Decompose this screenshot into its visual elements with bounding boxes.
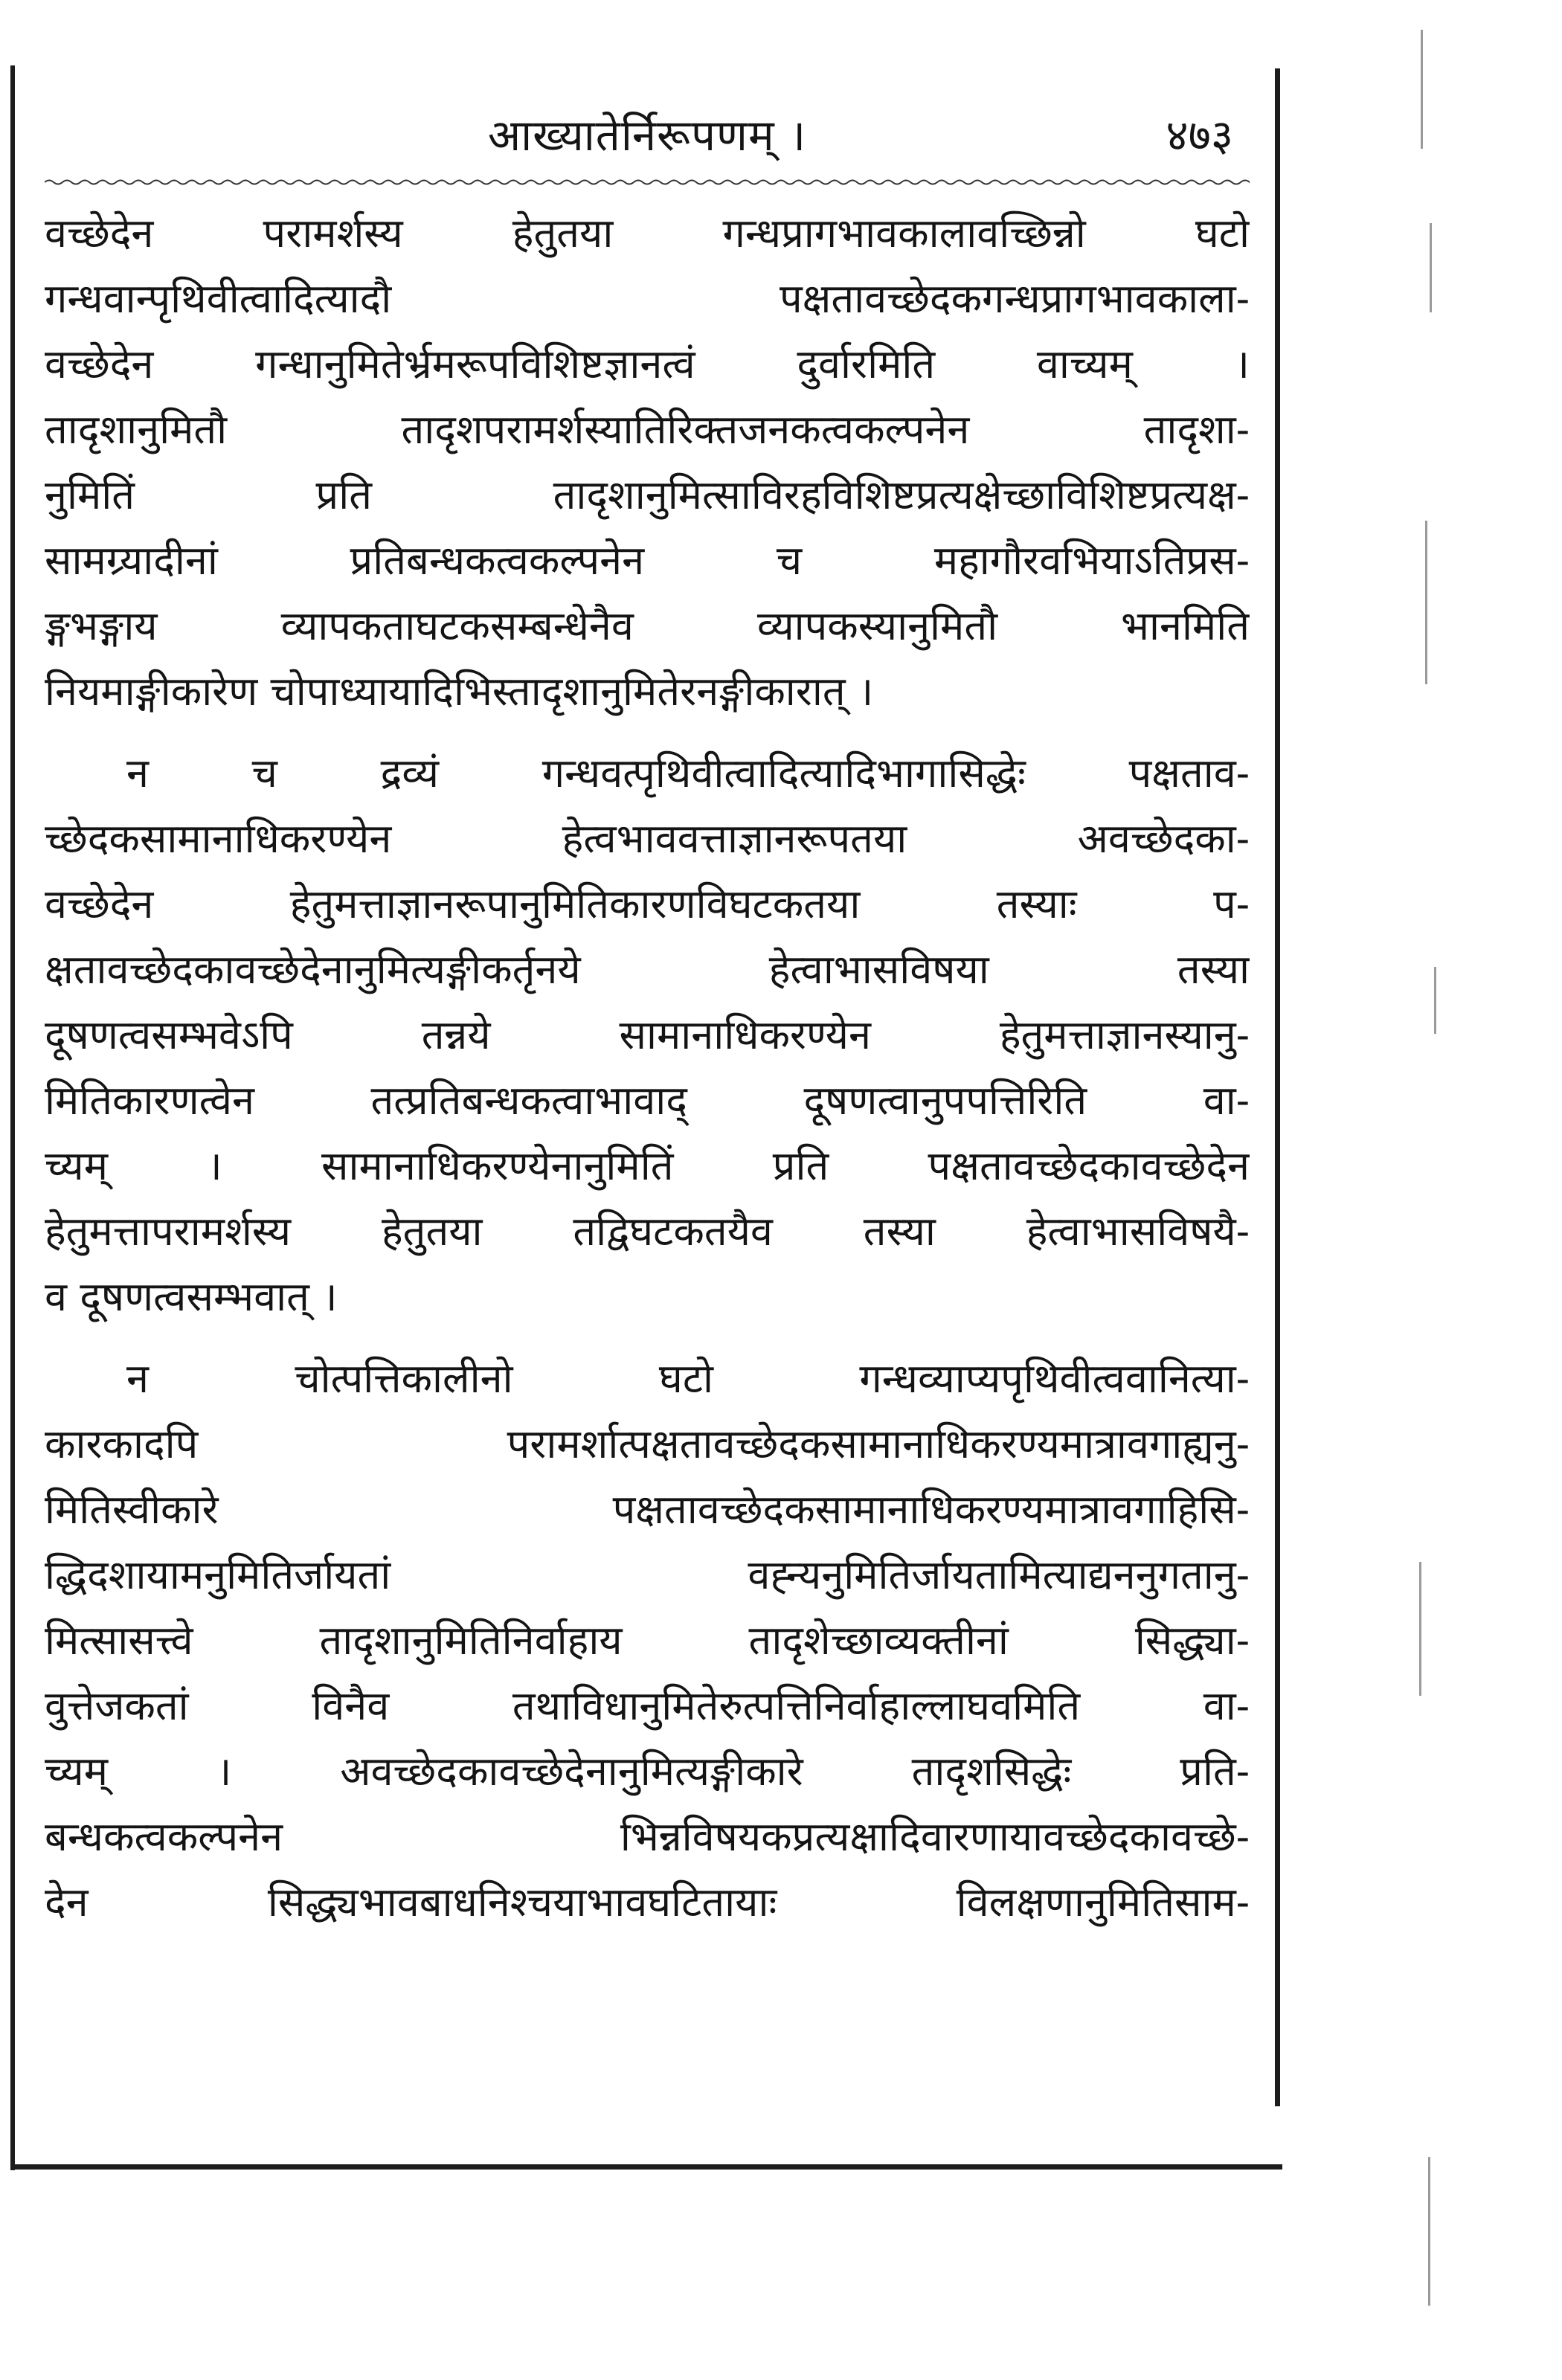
text-line: ङ्गभङ्गाय व्यापकताघटकसम्बन्धेनैव व्यापकस्यानुमितौ भानमिति (45, 602, 1250, 649)
text-line: न चोत्पत्तिकालीनो घटो गन्धव्याप्यपृथिवीत्ववानित्या- (126, 1355, 1250, 1402)
paragraph-2 (45, 741, 1250, 1330)
text-line: तादृशानुमितौ तादृशपरामर्शस्यातिरिक्तजनकत्वकल्पनेन तादृशा- (45, 406, 1250, 453)
text-line: नियमाङ्गीकारेण चोपाध्यायादिभिस्तादृशानुमितेरनङ्गीकारात् । (45, 668, 874, 715)
body-text (45, 201, 1250, 1935)
text-line: सामग्र्यादीनां प्रतिबन्धकत्वकल्पनेन च महागौरवभियाऽतिप्रस- (45, 537, 1250, 584)
left-border-rule (10, 65, 15, 2170)
text-line: नुमितिं प्रति तादृशानुमित्साविरहविशिष्टप्रत्यक्षेच्छाविशिष्टप्रत्यक्ष- (45, 472, 1250, 518)
text-line: दूषणत्वसम्भवेऽपि तन्नये सामानाधिकरण्येन हेतुमत्ताज्ञानस्यानु- (45, 1012, 1250, 1058)
page-number: ४७३ (1166, 110, 1233, 161)
text-line: बन्धकत्वकल्पनेन भिन्नविषयकप्रत्यक्षादिवारणायावच्छेदकावच्छे- (45, 1813, 1250, 1860)
text-line: मितिस्वीकारे पक्षतावच्छेदकसामानाधिकरण्यमात्रावगाहिसि- (45, 1486, 1250, 1533)
text-line: च्छेदकसामानाधिकरण्येन हेत्वभाववत्ताज्ञानरूपतया अवच्छेदका- (45, 815, 1250, 862)
text-line: न च द्रव्यं गन्धवत्पृथिवीत्वादित्यादिभागासिद्धेः पक्षताव- (126, 750, 1250, 797)
paragraph-1 (45, 201, 1250, 724)
text-line: व दूषणत्वसम्भवात् । (45, 1273, 338, 1320)
page-header (45, 82, 1250, 171)
text-line: च्यम् । अवच्छेदकावच्छेदेनानुमित्यङ्गीकारे तादृशसिद्धेः प्रति- (45, 1748, 1250, 1795)
text-line: क्षतावच्छेदकावच्छेदेनानुमित्यङ्गीकर्तृनये हेत्वाभासविषया तस्या (45, 946, 1250, 993)
text-line: देन सिद्ध्यभावबाधनिश्चयाभावघटितायाः विलक्षणानुमितिसाम- (45, 1879, 1250, 1926)
text-line: वच्छेदेन गन्धानुमितेर्भ्रमरूपविशिष्टज्ञानत्वं दुर्वारमिति वाच्यम् । (45, 341, 1250, 387)
right-border-rule (1275, 68, 1280, 2106)
bottom-border-rule (10, 2164, 1282, 2170)
paragraph-3 (45, 1346, 1250, 1935)
text-line: वच्छेदेन हेतुमत्ताज्ञानरूपानुमितिकारणविघटकतया तस्याः प- (45, 881, 1250, 927)
header-wavy-rule (45, 177, 1250, 187)
text-line: द्धिदशायामनुमितिर्जायतां वह्न्यनुमितिर्जायतामित्याद्यननुगतानु- (45, 1551, 1250, 1598)
text-line: वच्छेदेन परामर्शस्य हेतुतया गन्धप्रागभावकालावच्छिन्नो घटो (45, 210, 1250, 257)
running-title: आख्यातेर्निरूपणम् । (487, 110, 807, 161)
scan-margin-speckle (1398, 0, 1562, 2380)
text-line: गन्धवान्पृथिवीत्वादित्यादौ पक्षतावच्छेदकगन्धप्रागभावकाला- (45, 275, 1250, 322)
text-line: मितिकारणत्वेन तत्प्रतिबन्धकत्वाभावाद् दूषणत्वानुपपत्तिरिति वा- (45, 1077, 1250, 1124)
text-line: वुत्तेजकतां विनैव तथाविधानुमितेरुत्पत्तिनिर्वाहाल्लाघवमिति वा- (45, 1682, 1250, 1729)
text-line: हेतुमत्तापरामर्शस्य हेतुतया तद्विघटकतयैव तस्या हेत्वाभासविषयै- (45, 1208, 1250, 1255)
text-line: कारकादपि परामर्शात्पक्षतावच्छेदकसामानाधिकरण्यमात्रावगाह्यनु- (45, 1421, 1250, 1467)
text-line: च्यम् । सामानाधिकरण्येनानुमितिं प्रति पक्षतावच्छेदकावच्छेदेन (45, 1142, 1250, 1189)
text-line: मित्सासत्त्वे तादृशानुमितिनिर्वाहाय तादृशेच्छाव्यक्तीनां सिद्ध्या- (45, 1617, 1250, 1664)
